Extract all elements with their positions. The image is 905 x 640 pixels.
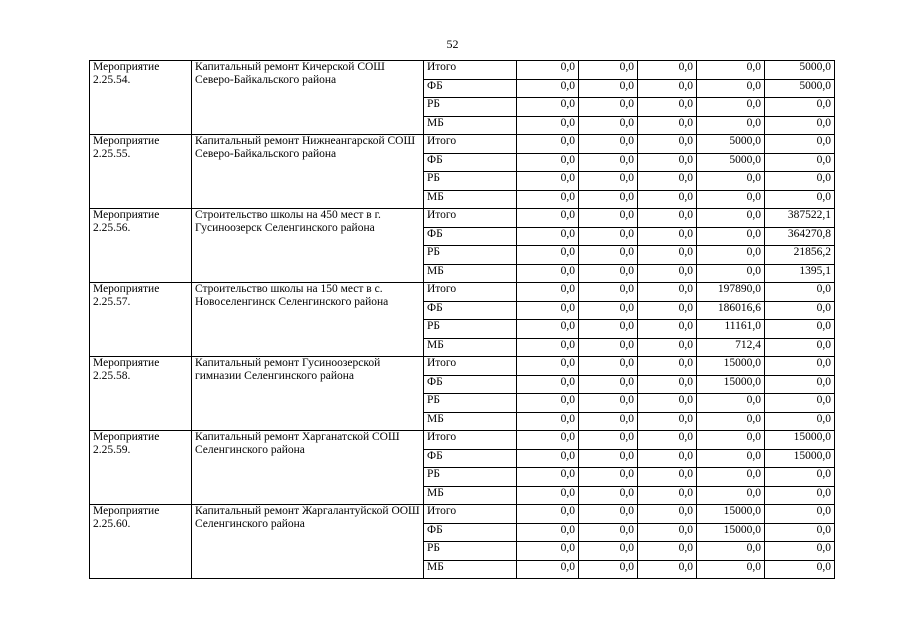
amount-cell: 0,0 <box>765 135 835 154</box>
amount-cell: 0,0 <box>697 431 765 450</box>
activity-label: Мероприятие <box>93 431 160 443</box>
activity-number: 2.25.59. <box>93 444 131 456</box>
amount-cell: 0,0 <box>517 375 579 394</box>
funding-source: РБ <box>424 542 517 561</box>
activity-label: Мероприятие <box>93 283 160 295</box>
amount-cell: 0,0 <box>579 523 638 542</box>
amount-cell: 0,0 <box>765 412 835 431</box>
amount-cell: 0,0 <box>697 79 765 98</box>
amount-cell: 0,0 <box>517 98 579 117</box>
amount-cell: 0,0 <box>697 486 765 505</box>
amount-cell: 186016,6 <box>697 301 765 320</box>
amount-cell: 0,0 <box>579 486 638 505</box>
funding-source: МБ <box>424 338 517 357</box>
amount-cell: 0,0 <box>517 412 579 431</box>
amount-cell: 0,0 <box>517 320 579 339</box>
amount-cell: 0,0 <box>517 431 579 450</box>
funding-source: Итого <box>424 505 517 524</box>
amount-cell: 0,0 <box>579 283 638 302</box>
funding-source: РБ <box>424 394 517 413</box>
amount-cell: 0,0 <box>638 320 697 339</box>
amount-cell: 0,0 <box>517 301 579 320</box>
table-row <box>90 505 835 524</box>
amount-cell: 0,0 <box>765 190 835 209</box>
amount-cell: 0,0 <box>638 153 697 172</box>
activity-name: Капитальный ремонт Жаргалантуйской ООШ Селенгинского района <box>192 505 424 579</box>
amount-cell: 0,0 <box>765 320 835 339</box>
amount-cell: 0,0 <box>579 116 638 135</box>
funding-source: Итого <box>424 135 517 154</box>
activity-name: Капитальный ремонт Кичерской СОШ Северо-Байкальского района <box>192 61 424 135</box>
funding-source: Итого <box>424 431 517 450</box>
amount-cell: 0,0 <box>579 560 638 579</box>
amount-cell: 0,0 <box>697 209 765 228</box>
amount-cell: 387522,1 <box>765 209 835 228</box>
amount-cell: 0,0 <box>579 468 638 487</box>
amount-cell: 0,0 <box>579 431 638 450</box>
amount-cell: 0,0 <box>697 116 765 135</box>
amount-cell: 0,0 <box>638 431 697 450</box>
table-row <box>90 431 835 450</box>
table-row <box>90 357 835 376</box>
amount-cell: 0,0 <box>579 172 638 191</box>
amount-cell: 0,0 <box>765 468 835 487</box>
amount-cell: 0,0 <box>638 264 697 283</box>
amount-cell: 0,0 <box>697 246 765 265</box>
activity-label: Мероприятие <box>93 357 160 369</box>
amount-cell: 0,0 <box>765 338 835 357</box>
amount-cell: 0,0 <box>697 560 765 579</box>
amount-cell: 0,0 <box>517 357 579 376</box>
amount-cell: 0,0 <box>517 283 579 302</box>
activity-label: Мероприятие <box>93 61 160 73</box>
funding-source: МБ <box>424 264 517 283</box>
amount-cell: 1395,1 <box>765 264 835 283</box>
amount-cell: 0,0 <box>697 412 765 431</box>
amount-cell: 0,0 <box>638 79 697 98</box>
funding-source: МБ <box>424 412 517 431</box>
amount-cell: 15000,0 <box>765 431 835 450</box>
table-row <box>90 61 835 80</box>
amount-cell: 0,0 <box>697 172 765 191</box>
activity-number: 2.25.54. <box>93 74 131 86</box>
amount-cell: 0,0 <box>765 505 835 524</box>
amount-cell: 0,0 <box>517 190 579 209</box>
activity-name: Капитальный ремонт Гусиноозерской гимназии Селенгинского района <box>192 357 424 431</box>
table-row <box>90 209 835 228</box>
amount-cell: 0,0 <box>579 61 638 80</box>
amount-cell: 21856,2 <box>765 246 835 265</box>
amount-cell: 0,0 <box>579 98 638 117</box>
amount-cell: 0,0 <box>638 98 697 117</box>
amount-cell: 0,0 <box>579 357 638 376</box>
activity-id-cell <box>90 283 192 357</box>
amount-cell: 0,0 <box>765 172 835 191</box>
amount-cell: 0,0 <box>765 486 835 505</box>
amount-cell: 15000,0 <box>697 375 765 394</box>
amount-cell: 0,0 <box>517 172 579 191</box>
amount-cell: 0,0 <box>638 190 697 209</box>
funding-source: МБ <box>424 560 517 579</box>
amount-cell: 0,0 <box>579 264 638 283</box>
amount-cell: 197890,0 <box>697 283 765 302</box>
amount-cell: 0,0 <box>765 283 835 302</box>
activity-number: 2.25.56. <box>93 222 131 234</box>
amount-cell: 712,4 <box>697 338 765 357</box>
amount-cell: 0,0 <box>579 320 638 339</box>
amount-cell: 0,0 <box>765 116 835 135</box>
funding-source: ФБ <box>424 523 517 542</box>
amount-cell: 0,0 <box>517 449 579 468</box>
funding-source: Итого <box>424 61 517 80</box>
funding-source: ФБ <box>424 153 517 172</box>
activity-id-cell <box>90 505 192 579</box>
funding-source: ФБ <box>424 449 517 468</box>
amount-cell: 0,0 <box>697 449 765 468</box>
amount-cell: 0,0 <box>697 61 765 80</box>
amount-cell: 0,0 <box>638 246 697 265</box>
amount-cell: 0,0 <box>765 523 835 542</box>
table-row <box>90 283 835 302</box>
amount-cell: 0,0 <box>579 246 638 265</box>
amount-cell: 0,0 <box>517 542 579 561</box>
amount-cell: 15000,0 <box>697 505 765 524</box>
activity-name: Капитальный ремонт Нижнеангарской СОШ Северо-Байкальского района <box>192 135 424 209</box>
amount-cell: 0,0 <box>517 61 579 80</box>
amount-cell: 0,0 <box>517 264 579 283</box>
amount-cell: 0,0 <box>697 98 765 117</box>
amount-cell: 0,0 <box>697 468 765 487</box>
amount-cell: 0,0 <box>579 412 638 431</box>
amount-cell: 0,0 <box>579 227 638 246</box>
funding-source: МБ <box>424 116 517 135</box>
amount-cell: 0,0 <box>638 135 697 154</box>
page-number: 52 <box>446 37 459 51</box>
amount-cell: 0,0 <box>638 301 697 320</box>
amount-cell: 0,0 <box>517 560 579 579</box>
funding-source: МБ <box>424 486 517 505</box>
activity-label: Мероприятие <box>93 135 160 147</box>
amount-cell: 0,0 <box>638 375 697 394</box>
activity-id-cell <box>90 209 192 283</box>
amount-cell: 0,0 <box>638 357 697 376</box>
activity-id-cell <box>90 431 192 505</box>
amount-cell: 0,0 <box>579 394 638 413</box>
funding-source: РБ <box>424 246 517 265</box>
activity-id-cell <box>90 357 192 431</box>
funding-table <box>89 60 835 579</box>
amount-cell: 0,0 <box>638 560 697 579</box>
amount-cell: 364270,8 <box>765 227 835 246</box>
amount-cell: 0,0 <box>638 449 697 468</box>
funding-source: РБ <box>424 320 517 339</box>
amount-cell: 0,0 <box>697 264 765 283</box>
amount-cell: 0,0 <box>579 153 638 172</box>
amount-cell: 0,0 <box>638 116 697 135</box>
amount-cell: 0,0 <box>517 227 579 246</box>
funding-source: Итого <box>424 283 517 302</box>
amount-cell: 15000,0 <box>697 523 765 542</box>
amount-cell: 0,0 <box>579 135 638 154</box>
activity-number: 2.25.60. <box>93 518 131 530</box>
amount-cell: 0,0 <box>638 283 697 302</box>
amount-cell: 0,0 <box>579 301 638 320</box>
activity-number: 2.25.57. <box>93 296 131 308</box>
funding-source: ФБ <box>424 375 517 394</box>
funding-source: ФБ <box>424 301 517 320</box>
amount-cell: 15000,0 <box>697 357 765 376</box>
amount-cell: 0,0 <box>517 523 579 542</box>
amount-cell: 0,0 <box>517 79 579 98</box>
amount-cell: 0,0 <box>517 209 579 228</box>
activity-label: Мероприятие <box>93 505 160 517</box>
amount-cell: 0,0 <box>638 468 697 487</box>
amount-cell: 0,0 <box>579 542 638 561</box>
amount-cell: 0,0 <box>765 301 835 320</box>
activity-name: Строительство школы на 150 мест в с. Новоселенгинск Селенгинского района <box>192 283 424 357</box>
funding-source: ФБ <box>424 79 517 98</box>
amount-cell: 0,0 <box>517 153 579 172</box>
amount-cell: 0,0 <box>697 227 765 246</box>
amount-cell: 0,0 <box>765 375 835 394</box>
amount-cell: 0,0 <box>579 505 638 524</box>
amount-cell: 0,0 <box>697 542 765 561</box>
amount-cell: 0,0 <box>517 468 579 487</box>
funding-source: РБ <box>424 98 517 117</box>
amount-cell: 0,0 <box>638 505 697 524</box>
amount-cell: 0,0 <box>517 486 579 505</box>
activity-label: Мероприятие <box>93 209 160 221</box>
funding-source: МБ <box>424 190 517 209</box>
amount-cell: 0,0 <box>517 116 579 135</box>
amount-cell: 0,0 <box>638 394 697 413</box>
amount-cell: 0,0 <box>638 486 697 505</box>
funding-source: Итого <box>424 357 517 376</box>
amount-cell: 0,0 <box>517 135 579 154</box>
amount-cell: 0,0 <box>638 523 697 542</box>
amount-cell: 0,0 <box>579 449 638 468</box>
funding-source: Итого <box>424 209 517 228</box>
amount-cell: 0,0 <box>765 560 835 579</box>
activity-id-cell <box>90 61 192 135</box>
amount-cell: 0,0 <box>517 246 579 265</box>
amount-cell: 0,0 <box>697 190 765 209</box>
amount-cell: 0,0 <box>579 190 638 209</box>
amount-cell: 0,0 <box>697 394 765 413</box>
activity-number: 2.25.55. <box>93 148 131 160</box>
funding-source: РБ <box>424 172 517 191</box>
amount-cell: 5000,0 <box>765 61 835 80</box>
amount-cell: 0,0 <box>579 209 638 228</box>
funding-source: ФБ <box>424 227 517 246</box>
amount-cell: 11161,0 <box>697 320 765 339</box>
activity-name: Капитальный ремонт Харганатской СОШ Селенгинского района <box>192 431 424 505</box>
amount-cell: 15000,0 <box>765 449 835 468</box>
amount-cell: 0,0 <box>638 227 697 246</box>
amount-cell: 0,0 <box>638 209 697 228</box>
amount-cell: 0,0 <box>638 338 697 357</box>
amount-cell: 0,0 <box>517 394 579 413</box>
activity-number: 2.25.58. <box>93 370 131 382</box>
amount-cell: 0,0 <box>517 505 579 524</box>
amount-cell: 5000,0 <box>697 153 765 172</box>
funding-source: РБ <box>424 468 517 487</box>
amount-cell: 0,0 <box>517 338 579 357</box>
amount-cell: 5000,0 <box>697 135 765 154</box>
amount-cell: 0,0 <box>579 338 638 357</box>
activity-name: Строительство школы на 450 мест в г. Гусиноозерск Селенгинского района <box>192 209 424 283</box>
amount-cell: 0,0 <box>579 79 638 98</box>
amount-cell: 0,0 <box>765 394 835 413</box>
amount-cell: 0,0 <box>638 412 697 431</box>
amount-cell: 0,0 <box>765 98 835 117</box>
activity-id-cell <box>90 135 192 209</box>
amount-cell: 0,0 <box>765 542 835 561</box>
amount-cell: 0,0 <box>638 542 697 561</box>
amount-cell: 0,0 <box>765 153 835 172</box>
amount-cell: 5000,0 <box>765 79 835 98</box>
amount-cell: 0,0 <box>579 375 638 394</box>
amount-cell: 0,0 <box>765 357 835 376</box>
amount-cell: 0,0 <box>638 172 697 191</box>
table-row <box>90 135 835 154</box>
amount-cell: 0,0 <box>638 61 697 80</box>
